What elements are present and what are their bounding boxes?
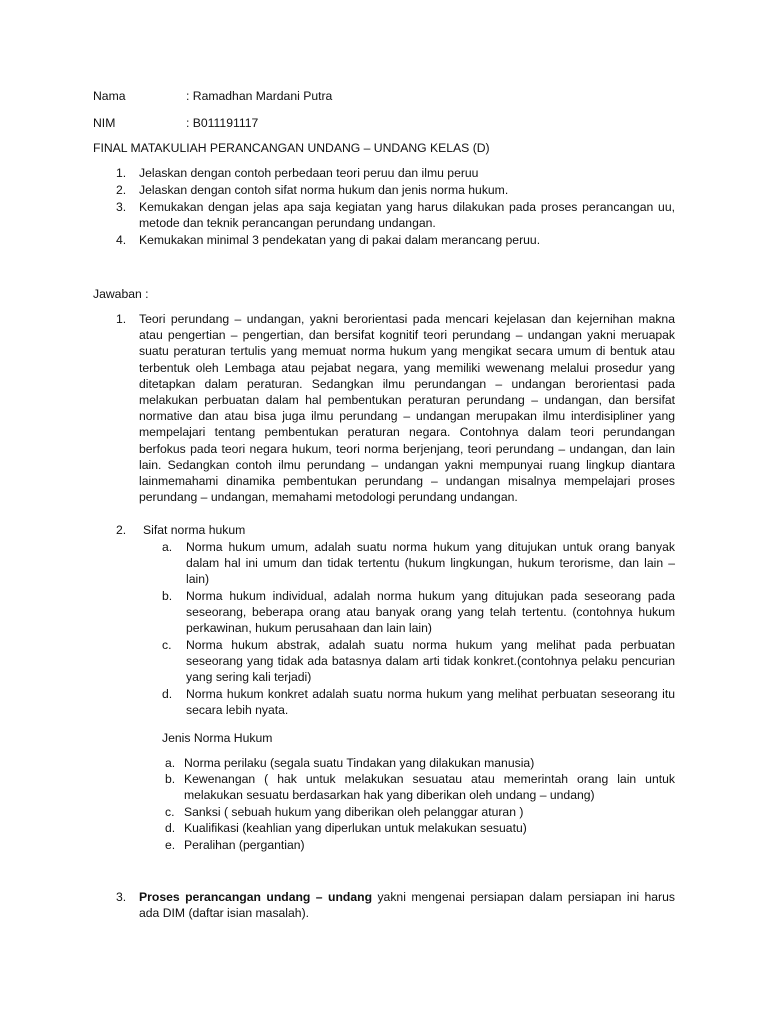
nim-label: NIM — [93, 116, 116, 130]
question-number: 2. — [116, 183, 127, 197]
list-marker: e. — [165, 838, 176, 852]
jenis-heading: Jenis Norma Hukum — [162, 731, 273, 745]
jenis-item: Peralihan (pergantian) — [184, 838, 305, 852]
list-marker: a. — [162, 540, 173, 554]
answer-3-rest: yakni mengenai persiapan dalam persiapan ini harus ada DIM (daftar isian masalah). — [139, 890, 675, 921]
list-marker: b. — [165, 772, 176, 786]
answer-1-text: Teori perundang – undangan, yakni berorientasi pada mencari kejelasan dan kejernihan makna atau pengertian – pengertian, dan bersifat kognitif teori perundang – undangan yakni meruapak suatu peraturan tertulis yang memuat norma hukum yang mengikat secara umum di bentuk atau terbentuk oleh Lembaga atau pejabat negara, yang memiliki wewenang melalui prosedur yang ditetapkan dalam peraturan. Sedangkan ilmu perundangan – undangan berorientasi pada melakukan perbuatan dalam hal pembentukan peraturan perundang – undangan, dan bersifat normative dan atau bisa juga ilmu perundang – undangan merupakan ilmu interdisipliner yang mempelajari tentang pembentukan peraturan negara. Contohnya dalam teori perundangan berfokus pada teori negara hukum, teori norma berjenjang, teori perundang – undangan, dan lain lain. Sedangkan contoh ilmu perundang – undangan yakni mempunyai ruang lingkup diantara lainmemahami dinamika pembentukan perundang – undangan misalnya mempelajari proses perundang – undangan, memahami metodologi perundang undangan. — [139, 312, 675, 505]
list-marker: c. — [162, 638, 172, 652]
list-marker: d. — [165, 821, 176, 835]
question-text: Kemukakan dengan jelas apa saja kegiatan yang harus dilakukan pada proses perancangan uu, metode dan teknik perancangan perundang undangan. — [139, 200, 675, 231]
sifat-item: Norma hukum individual, adalah norma hukum yang ditujukan pada seseorang pada seseorang, beberapa orang atau banyak orang yang telah tertentu. (contohnya hukum perkawinan, hukum perusahaan dan lain lain) — [186, 589, 675, 636]
jenis-item: Kewenangan ( hak untuk melakukan sesuatau atau memerintah orang lain untuk melakukan sesuatu berdasarkan hak yang diberikan oleh undang – undang) — [184, 772, 675, 803]
nim-value: : B011191117 — [186, 116, 259, 130]
jenis-item: Kualifikasi (keahlian yang diperlukan untuk melakukan sesuatu) — [184, 821, 527, 835]
list-marker: c. — [165, 805, 175, 819]
sifat-item: Norma hukum umum, adalah suatu norma hukum yang ditujukan untuk orang banyak dalam hal ini umum dan tidak tertentu (hukum lingkungan, hukum terorisme, dan lain – lain) — [186, 540, 675, 587]
sifat-heading: Sifat norma hukum — [143, 523, 246, 537]
sifat-item: Norma hukum abstrak, adalah suatu norma hukum yang melihat pada perbuatan seseorang yang tidak ada batasnya dalam arti tidak konkret.(contohnya pelaku pencurian yang sering kali terjadi) — [186, 638, 675, 685]
list-marker: d. — [162, 687, 173, 701]
answer-3-bold: Proses perancangan undang – undang — [139, 890, 373, 904]
answer-number: 1. — [116, 312, 127, 326]
list-marker: a. — [165, 756, 176, 770]
answer-label: Jawaban : — [93, 287, 149, 301]
nama-value: : Ramadhan Mardani Putra — [186, 89, 333, 103]
question-text: Jelaskan dengan contoh sifat norma hukum dan jenis norma hukum. — [139, 183, 509, 197]
question-number: 1. — [116, 166, 127, 180]
jenis-item: Sanksi ( sebuah hukum yang diberikan oleh pelanggar aturan ) — [184, 805, 524, 819]
document-title: FINAL MATAKULIAH PERANCANGAN UNDANG – UNDANG KELAS (D) — [93, 141, 490, 155]
question-number: 3. — [116, 200, 127, 214]
sifat-item: Norma hukum konkret adalah suatu norma hukum yang melihat perbuatan seseorang itu secara lebih nyata. — [186, 687, 675, 718]
question-number: 4. — [116, 233, 127, 247]
nama-label: Nama — [93, 89, 126, 103]
question-text: Jelaskan dengan contoh perbedaan teori peruu dan ilmu peruu — [139, 166, 479, 180]
answer-3-text — [139, 889, 675, 921]
answer-number: 3. — [116, 890, 127, 904]
jenis-item: Norma perilaku (segala suatu Tindakan yang dilakukan manusia) — [184, 756, 535, 770]
list-marker: b. — [162, 589, 173, 603]
answer-number: 2. — [116, 523, 127, 537]
question-text: Kemukakan minimal 3 pendekatan yang di pakai dalam merancang peruu. — [139, 233, 541, 247]
